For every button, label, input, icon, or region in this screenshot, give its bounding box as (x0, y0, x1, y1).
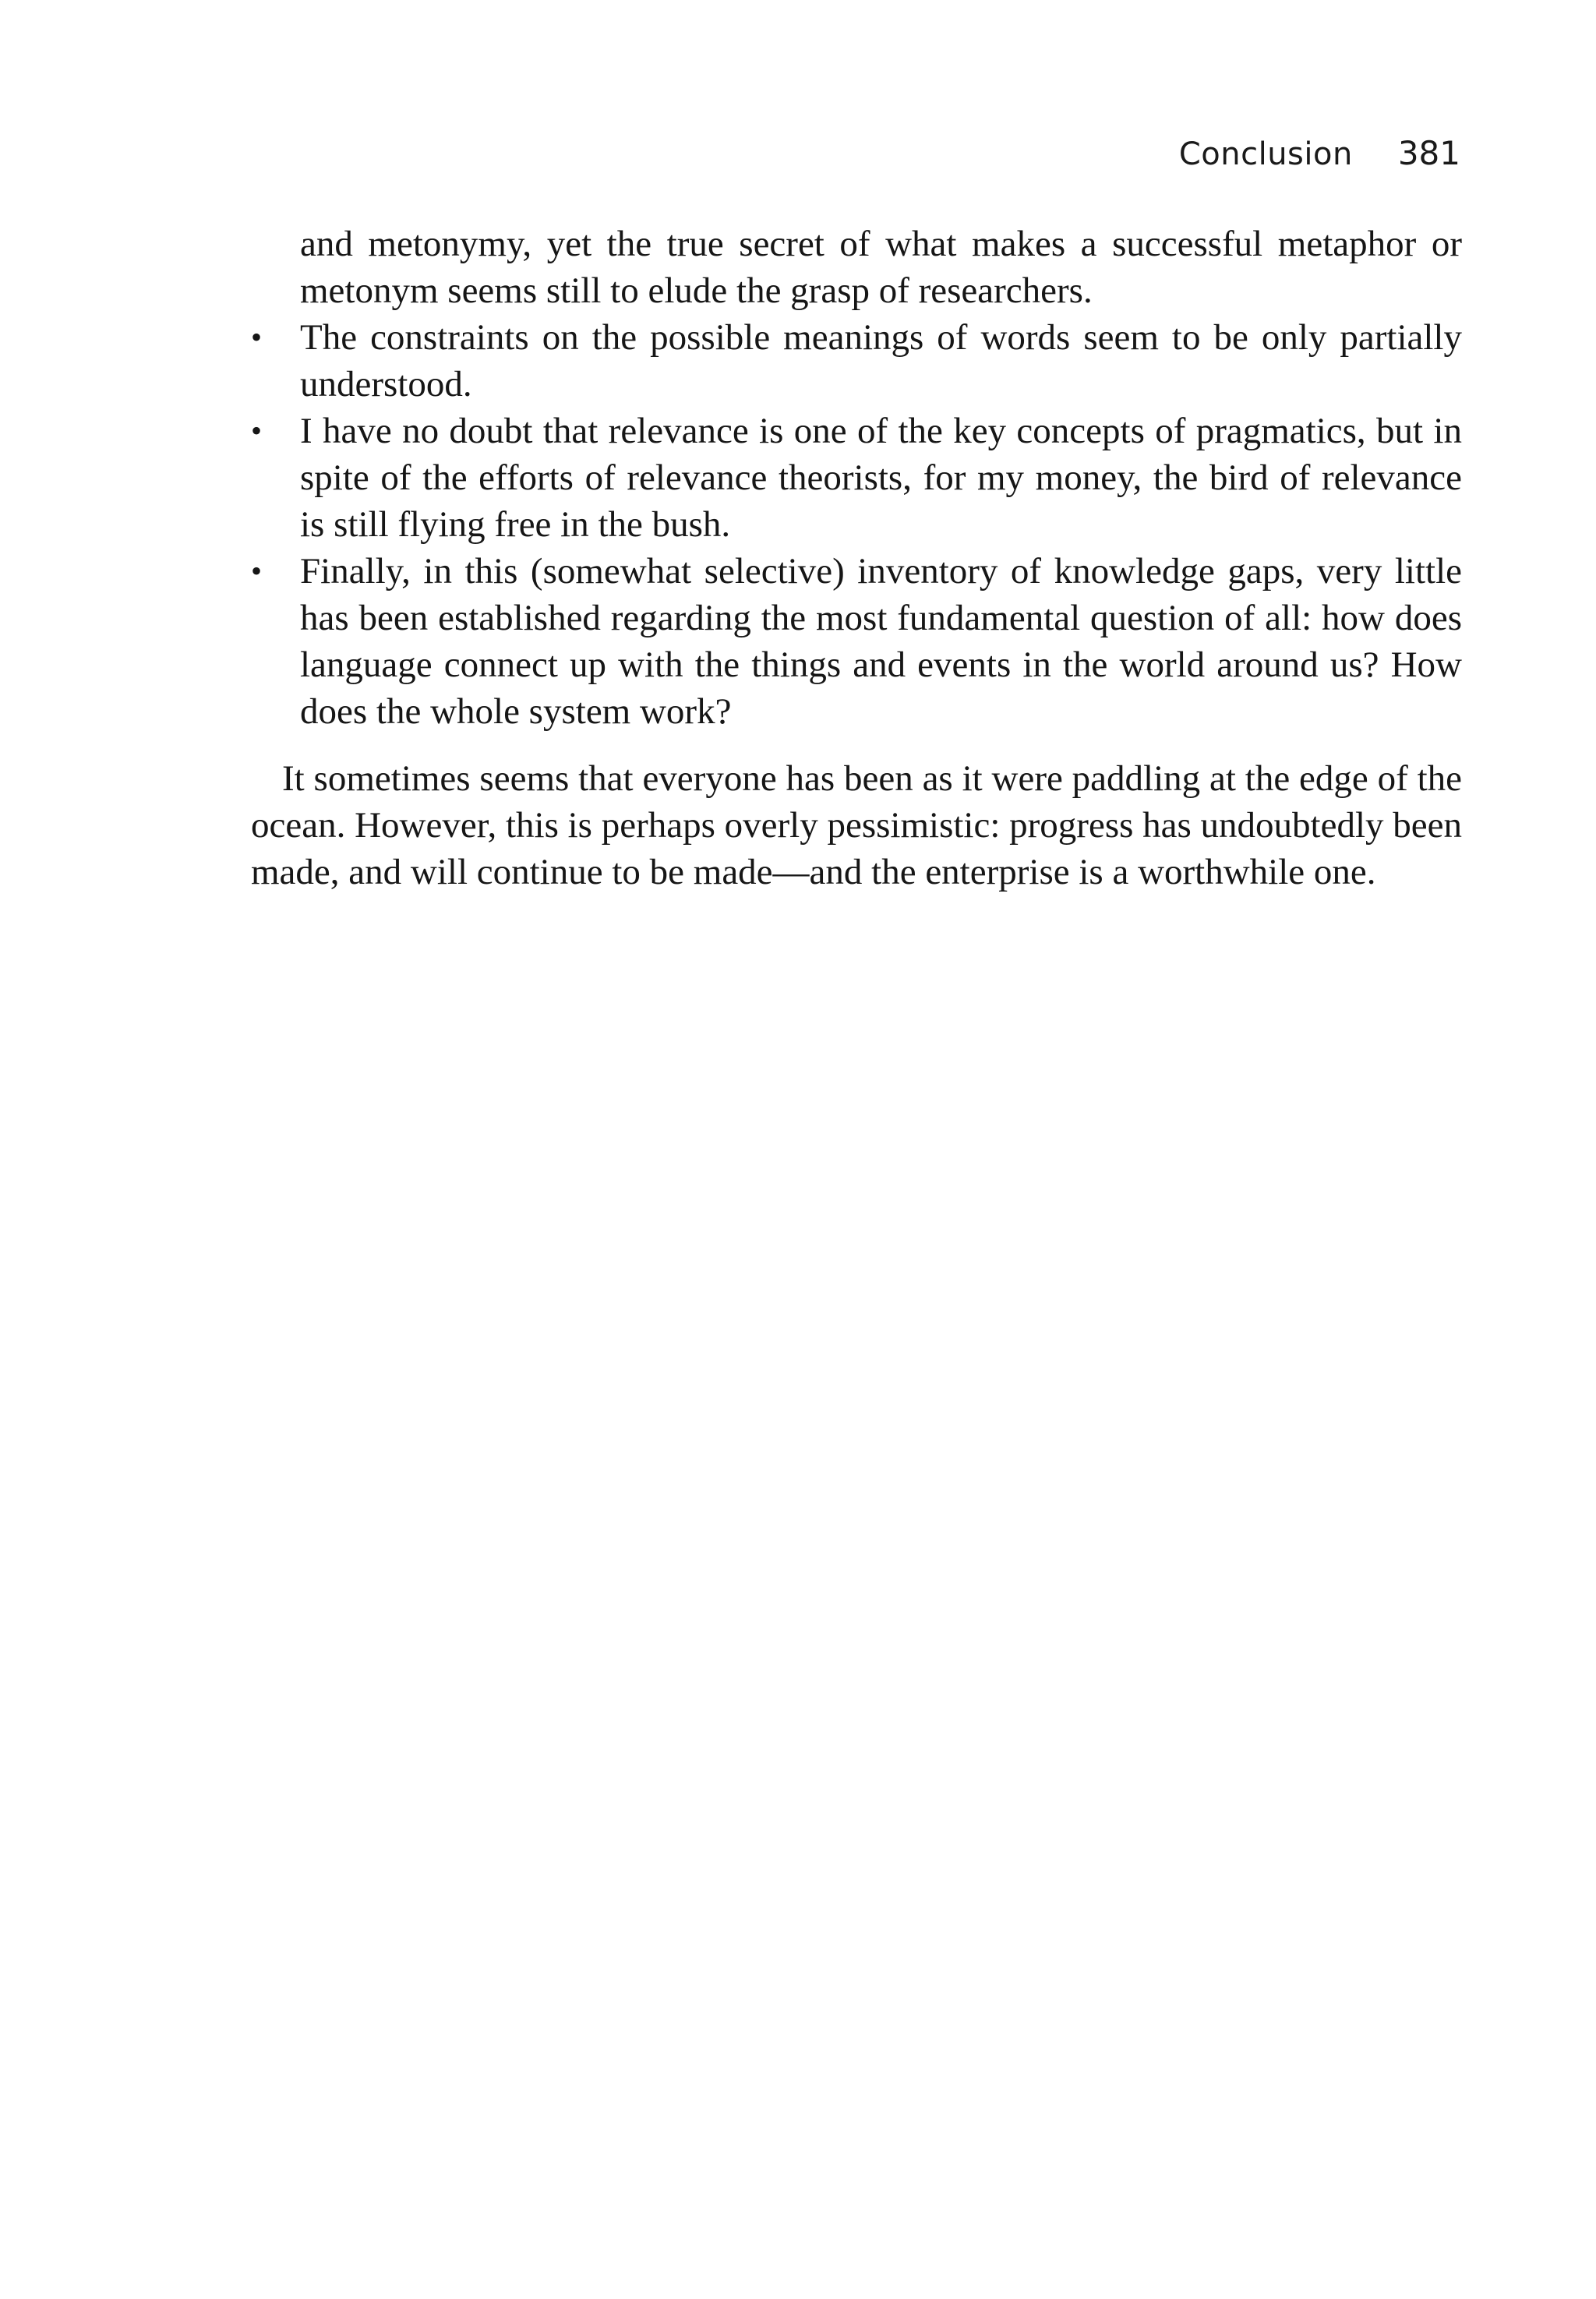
closing-paragraph: It sometimes seems that everyone has been as it were paddling at the edge of the ocean. However, this is perhaps overly pessimistic: progress has undoubtedly been made, and will continue to be made—and the enterprise is a worthwhile one. (251, 758, 1462, 892)
running-head (1179, 134, 1460, 172)
bullet-icon: • (251, 413, 263, 448)
bullet-item (251, 548, 1462, 735)
running-head-section-title: Conclusion (1178, 136, 1353, 172)
bullet-item (251, 314, 1462, 408)
bullet-item (251, 408, 1462, 548)
bullet-icon: • (251, 320, 263, 355)
continued-bullet-text: and metonymy, yet the true secret of what makes a successful metaphor or metonym seems still to elude the grasp of researchers. (300, 224, 1462, 311)
body-text (251, 221, 1462, 895)
bullet-text: I have no doubt that relevance is one of the key concepts of pragmatics, but in spite of the efforts of relevance theorists, for my money, the bird of relevance is still flying free in the bush. (300, 411, 1462, 545)
page-number: 381 (1397, 134, 1460, 172)
bullet-icon: • (251, 553, 263, 588)
bullet-list (251, 314, 1462, 735)
bullet-text: Finally, in this (somewhat selective) inventory of knowledge gaps, very little has been established regarding the most fundamental question of all: how does language connect up with the things and events in the world around us? How does the whole system work? (300, 551, 1462, 732)
bullet-text: The constraints on the possible meanings of words seem to be only partially understood. (300, 317, 1462, 404)
